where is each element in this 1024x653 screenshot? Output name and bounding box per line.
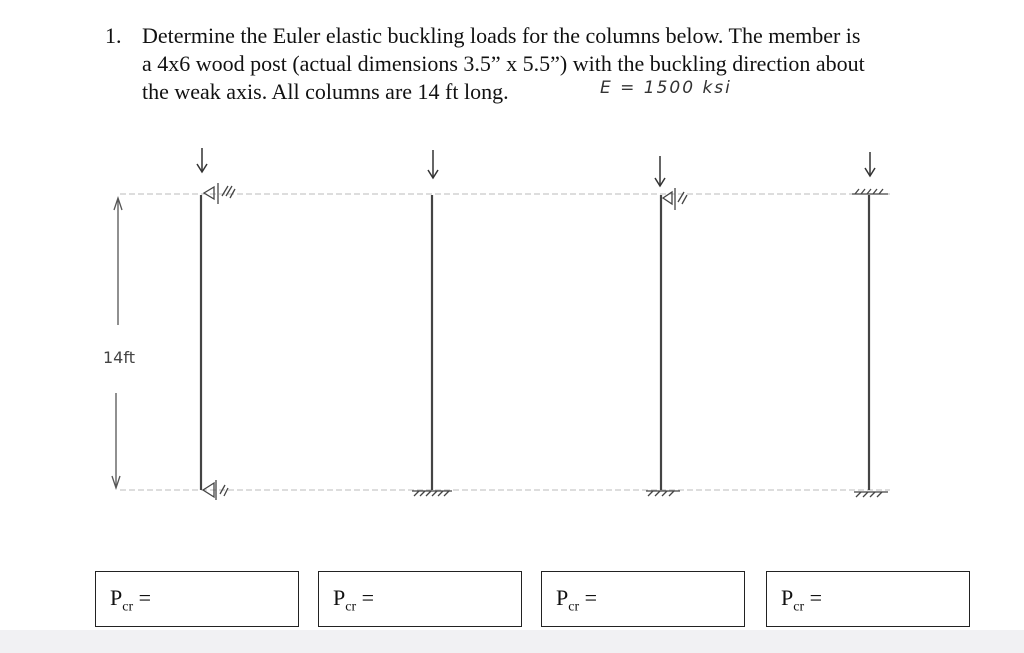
length-dimension: [112, 198, 122, 488]
answer-box-2[interactable]: [318, 571, 522, 627]
pcr-label: P: [781, 585, 794, 610]
equals-sign: =: [804, 585, 823, 610]
problem-line-2: a 4x6 wood post (actual dimensions 3.5” x 5.5”) with the buckling direction about: [142, 51, 865, 76]
pcr-label: P: [110, 585, 123, 610]
bottom-strip: [0, 630, 1024, 653]
answer-box-1[interactable]: [95, 571, 299, 627]
equals-sign: =: [356, 585, 375, 610]
problem-line-1: Determine the Euler elastic buckling loads for the columns below. The member is: [142, 23, 861, 48]
pcr-label: P: [556, 585, 569, 610]
fixed-support-bottom-4: [854, 492, 888, 497]
length-label: 14ft: [103, 348, 135, 367]
pcr-subscript: cr: [345, 599, 357, 615]
equals-sign: =: [579, 585, 598, 610]
pcr-label: P: [333, 585, 346, 610]
fixed-support-top-4: [852, 189, 888, 194]
answer-box-3[interactable]: [541, 571, 745, 627]
roller-support-top-3: [663, 188, 687, 210]
pcr-subscript: cr: [568, 599, 580, 615]
problem-number: 1.: [105, 23, 122, 48]
pcr-subscript: cr: [122, 599, 134, 615]
load-arrow-icon: [865, 152, 875, 176]
load-arrow-icon: [655, 156, 665, 186]
answer-box-4[interactable]: [766, 571, 970, 627]
load-arrow-icon: [197, 148, 207, 172]
fixed-support-2: [412, 491, 452, 496]
load-arrow-icon: [428, 150, 438, 178]
problem-line-3: the weak axis. All columns are 14 ft long.: [142, 79, 509, 104]
fixed-support-3: [646, 491, 680, 496]
modulus-note: E = 1500 ksi: [600, 78, 732, 98]
equals-sign: =: [133, 585, 152, 610]
pcr-subscript: cr: [793, 599, 805, 615]
